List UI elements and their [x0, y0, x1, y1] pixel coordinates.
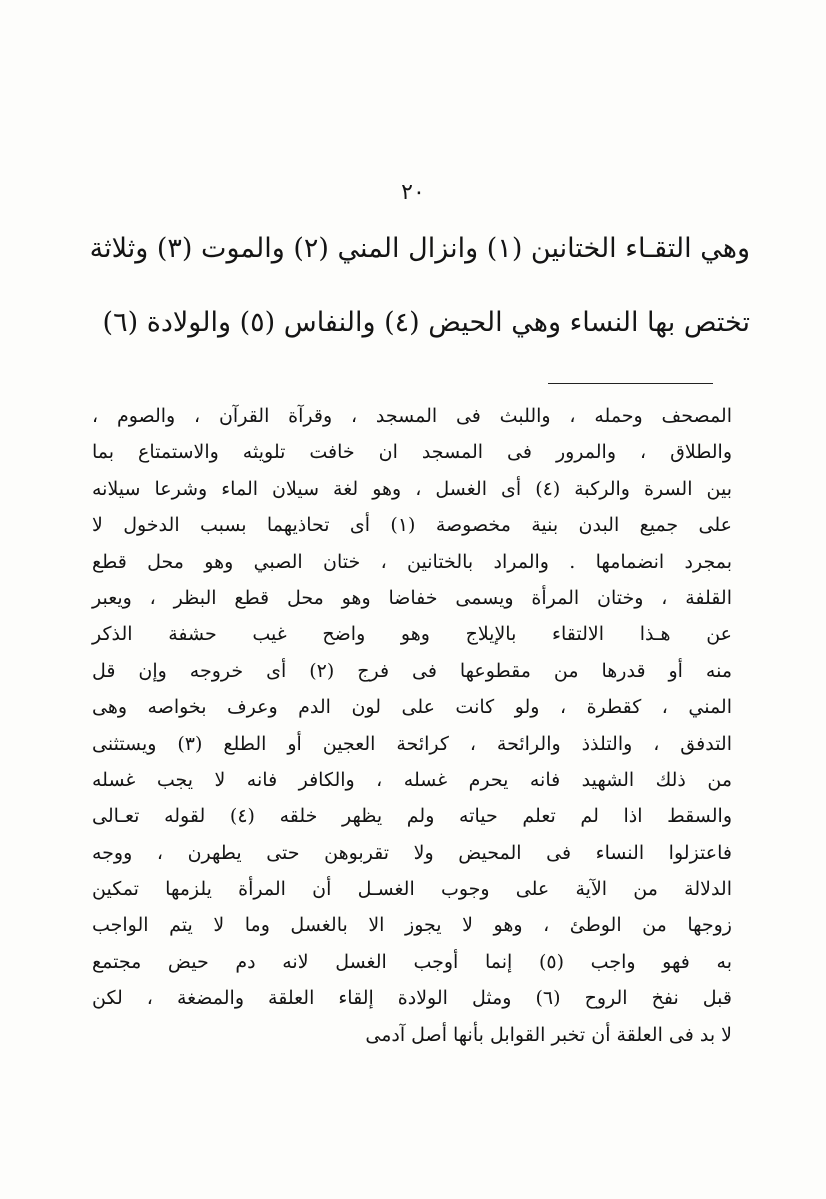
commentary-line: منه أو قدرها من مقطوعها فى فرج (٢) أى خروجه وإن قل — [92, 659, 732, 682]
commentary-line: من ذلك الشهيد فانه يحرم غسله ، والكافر فانه لا يجب غسله — [92, 768, 732, 791]
commentary-line: التدفق ، والتلذذ والرائحة ، كرائحة العجين أو الطلع (٣) ويستثنى — [92, 732, 732, 755]
main-text-line: تختص بها النساء وهي الحيض (٤) والنفاس (٥) والولادة (٦) — [102, 307, 750, 338]
commentary-line: بين السرة والركبة (٤) أى الغسل ، وهو لغة سيلان الماء وشرعا سيلانه — [92, 477, 732, 500]
commentary-line: فاعتزلوا النساء فى المحيض ولا تقربوهن حتى يطهرن ، ووجه — [92, 841, 732, 864]
commentary-line: به فهو واجب (٥) إنما أوجب الغسل لانه دم حيض مجتمع — [92, 950, 732, 973]
commentary-line: المني ، كقطرة ، ولو كانت على لون الدم وعرف بخواصه وهى — [92, 696, 732, 719]
commentary-line: الدلالة من الآية على وجوب الغسـل أن المرأة يلزمها تمكين — [92, 878, 732, 901]
commentary-line: زوجها من الوطئ ، وهو لا يجوز الا بالغسل وما لا يتم الواجب — [92, 914, 732, 937]
commentary-line: والسقط اذا لم تعلم حياته ولم يظهر خلقه (٤) لقوله تعـالى — [92, 805, 732, 828]
commentary-line: المصحف وحمله ، واللبث فى المسجد ، وقرآة القرآن ، والصوم ، — [92, 405, 732, 427]
commentary-line: على جميع البدن بنية مخصوصة (١) أى تحاذيهما بسبب الدخول لا — [92, 514, 732, 537]
commentary-footnotes — [92, 398, 732, 1053]
commentary-line: عن هـذا الالتقاء بالإيلاج وهو واضح غيب حشفة الذكر — [92, 623, 732, 646]
commentary-line: القلفة ، وختان المرأة ويسمى خفاضا وهو محل قطع البظر ، ويعبر — [92, 586, 732, 609]
page-number: ٢٠ — [401, 180, 425, 205]
commentary-line: والطلاق ، والمرور فى المسجد ان خافت تلويثه والاستمتاع بما — [92, 441, 732, 464]
main-text — [89, 232, 750, 380]
commentary-line: بمجرد انضمامها . والمراد بالختانين ، ختان الصبي وهو محل قطع — [92, 550, 732, 573]
commentary-line: قبل نفخ الروح (٦) ومثل الولادة إلقاء العلقة والمضغة ، لكن — [92, 987, 732, 1010]
main-text-line: وهي التقـاء الختانين (١) وانزال المني (٢) والموت (٣) وثلاثة — [89, 233, 750, 264]
commentary-line: لا بد فى العلقة أن تخبر القوابل بأنها أصل آدمى — [365, 1023, 732, 1046]
footnote-divider — [548, 383, 713, 384]
